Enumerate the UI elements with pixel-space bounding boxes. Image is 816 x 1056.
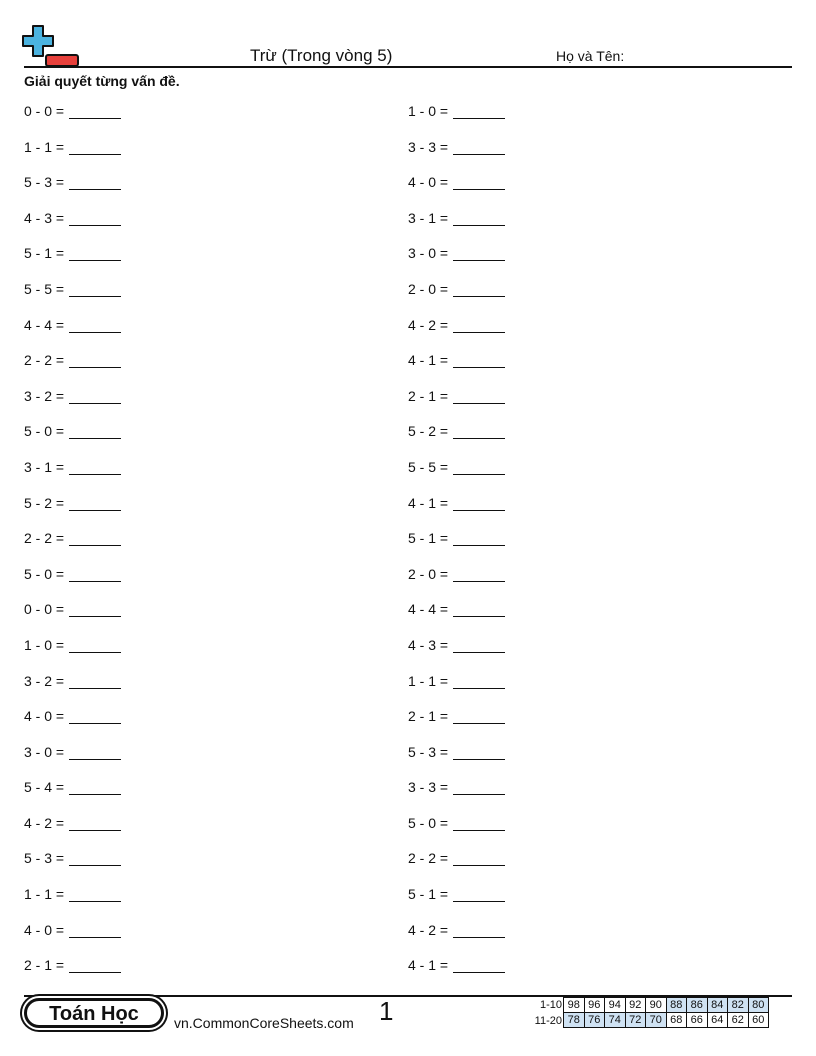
score-key-cell: 72	[625, 1012, 647, 1028]
score-key-cell: 94	[604, 997, 626, 1013]
problem-text: 4 - 1 =	[408, 352, 449, 369]
score-key	[524, 997, 769, 1029]
problem-text: 5 - 0 =	[24, 423, 65, 440]
score-key-cell: 80	[748, 997, 770, 1013]
problem-text: 5 - 1 =	[408, 530, 449, 547]
answer-blank[interactable]	[69, 601, 121, 617]
problem-item	[408, 886, 505, 922]
answer-blank[interactable]	[69, 423, 121, 439]
problem-text: 4 - 2 =	[408, 316, 449, 333]
problem-item	[24, 566, 121, 602]
answer-blank[interactable]	[69, 352, 121, 368]
page-number: 1	[379, 996, 394, 1026]
answer-blank[interactable]	[69, 530, 121, 546]
score-key-cell: 70	[645, 1012, 667, 1028]
problem-text: 3 - 3 =	[408, 779, 449, 796]
problem-text: 3 - 0 =	[24, 743, 65, 760]
score-key-cell: 66	[686, 1012, 708, 1028]
answer-blank[interactable]	[453, 210, 505, 226]
problem-text: 4 - 0 =	[24, 921, 65, 938]
brand-badge	[24, 998, 164, 1028]
problem-text: 5 - 2 =	[408, 423, 449, 440]
problem-item	[24, 352, 121, 388]
answer-blank[interactable]	[453, 922, 505, 938]
score-key-cell: 78	[563, 1012, 585, 1028]
problem-text: 1 - 1 =	[408, 672, 449, 689]
answer-blank[interactable]	[69, 103, 121, 119]
problem-item	[408, 922, 505, 958]
problem-item	[408, 673, 505, 709]
problem-text: 4 - 3 =	[408, 636, 449, 653]
problem-item	[24, 957, 121, 993]
answer-blank[interactable]	[69, 495, 121, 511]
problem-text: 2 - 0 =	[408, 565, 449, 582]
answer-blank[interactable]	[69, 886, 121, 902]
answer-blank[interactable]	[453, 886, 505, 902]
brand-label: Toán Học	[49, 1003, 139, 1025]
problem-text: 4 - 4 =	[408, 601, 449, 618]
problem-column-left	[24, 103, 121, 993]
answer-blank[interactable]	[453, 744, 505, 760]
problem-text: 1 - 0 =	[24, 636, 65, 653]
answer-blank[interactable]	[453, 708, 505, 724]
answer-blank[interactable]	[453, 459, 505, 475]
score-key-cell: 62	[727, 1012, 749, 1028]
problem-text: 5 - 1 =	[408, 886, 449, 903]
instructions: Giải quyết từng vấn đề.	[24, 73, 180, 89]
math-plus-minus-logo-icon	[22, 24, 80, 68]
problem-item	[24, 388, 121, 424]
problem-text: 5 - 3 =	[24, 850, 65, 867]
problem-item	[24, 103, 121, 139]
problem-text: 3 - 2 =	[24, 387, 65, 404]
answer-blank[interactable]	[453, 317, 505, 333]
problem-item	[408, 601, 505, 637]
problem-item	[24, 245, 121, 281]
problem-item	[24, 459, 121, 495]
problem-item	[408, 779, 505, 815]
problem-text: 5 - 5 =	[24, 280, 65, 297]
problem-item	[24, 601, 121, 637]
problem-text: 3 - 2 =	[24, 672, 65, 689]
problem-item	[408, 957, 505, 993]
problem-text: 5 - 0 =	[408, 814, 449, 831]
score-key-cell: 82	[727, 997, 749, 1013]
score-key-range-label: 11-20	[534, 1015, 562, 1027]
problem-item	[408, 281, 505, 317]
problem-item	[24, 744, 121, 780]
answer-blank[interactable]	[453, 530, 505, 546]
problem-text: 4 - 1 =	[408, 957, 449, 974]
score-key-cell: 74	[604, 1012, 626, 1028]
score-key-row	[524, 1013, 769, 1029]
answer-blank[interactable]	[69, 317, 121, 333]
answer-blank[interactable]	[453, 388, 505, 404]
problem-item	[408, 423, 505, 459]
problem-text: 0 - 0 =	[24, 103, 65, 119]
problem-text: 3 - 1 =	[24, 458, 65, 475]
problem-item	[24, 886, 121, 922]
answer-blank[interactable]	[69, 566, 121, 582]
answer-blank[interactable]	[453, 103, 505, 119]
problem-item	[24, 637, 121, 673]
answer-blank[interactable]	[453, 815, 505, 831]
problem-item	[408, 317, 505, 353]
problem-text: 4 - 2 =	[408, 921, 449, 938]
answer-blank[interactable]	[69, 459, 121, 475]
problem-item	[24, 174, 121, 210]
problem-item	[24, 815, 121, 851]
problem-text: 5 - 4 =	[24, 779, 65, 796]
problem-item	[408, 566, 505, 602]
answer-blank[interactable]	[453, 601, 505, 617]
score-key-cell: 76	[584, 1012, 606, 1028]
problem-text: 3 - 0 =	[408, 245, 449, 262]
problem-item	[24, 139, 121, 175]
answer-blank[interactable]	[453, 673, 505, 689]
problem-text: 2 - 2 =	[24, 352, 65, 369]
problem-text: 5 - 2 =	[24, 494, 65, 511]
answer-blank[interactable]	[69, 957, 121, 973]
problem-text: 5 - 5 =	[408, 458, 449, 475]
problem-item	[24, 495, 121, 531]
problem-item	[408, 459, 505, 495]
score-key-cell: 60	[748, 1012, 770, 1028]
problem-item	[408, 210, 505, 246]
answer-blank[interactable]	[69, 850, 121, 866]
answer-blank[interactable]	[69, 779, 121, 795]
problem-text: 5 - 1 =	[24, 245, 65, 262]
score-key-cell: 86	[686, 997, 708, 1013]
score-key-range-label: 1-10	[539, 999, 562, 1011]
problem-text: 4 - 4 =	[24, 316, 65, 333]
problem-item	[24, 922, 121, 958]
answer-blank[interactable]	[69, 637, 121, 653]
answer-blank[interactable]	[453, 779, 505, 795]
problem-item	[24, 281, 121, 317]
problem-item	[24, 850, 121, 886]
answer-blank[interactable]	[453, 245, 505, 261]
problem-item	[408, 388, 505, 424]
problem-item	[24, 673, 121, 709]
answer-blank[interactable]	[69, 815, 121, 831]
problem-text: 4 - 2 =	[24, 814, 65, 831]
problem-item	[408, 637, 505, 673]
problem-item	[408, 103, 505, 139]
header-divider	[24, 66, 792, 68]
problem-text: 2 - 2 =	[408, 850, 449, 867]
answer-blank[interactable]	[453, 423, 505, 439]
answer-blank[interactable]	[69, 744, 121, 760]
problem-text: 2 - 2 =	[24, 530, 65, 547]
problem-item	[408, 352, 505, 388]
answer-blank[interactable]	[453, 850, 505, 866]
answer-blank[interactable]	[69, 673, 121, 689]
answer-blank[interactable]	[69, 388, 121, 404]
worksheet-title: Trừ (Trong vòng 5)	[250, 46, 393, 65]
problem-text: 4 - 1 =	[408, 494, 449, 511]
score-key-cell: 98	[563, 997, 585, 1013]
name-label: Họ và Tên:	[556, 48, 625, 64]
answer-blank[interactable]	[453, 957, 505, 973]
answer-blank[interactable]	[453, 174, 505, 190]
problem-column-right	[408, 103, 505, 993]
problem-text: 2 - 1 =	[408, 387, 449, 404]
problem-item	[24, 423, 121, 459]
answer-blank[interactable]	[453, 566, 505, 582]
problem-item	[24, 779, 121, 815]
problem-item	[24, 530, 121, 566]
problem-item	[24, 708, 121, 744]
problem-text: 1 - 1 =	[24, 138, 65, 155]
score-key-cell: 84	[707, 997, 729, 1013]
problem-text: 3 - 3 =	[408, 138, 449, 155]
answer-blank[interactable]	[69, 281, 121, 297]
problem-item	[408, 744, 505, 780]
problem-item	[408, 815, 505, 851]
problem-text: 2 - 1 =	[408, 708, 449, 725]
problem-item	[24, 210, 121, 246]
problem-item	[24, 317, 121, 353]
problem-text: 3 - 1 =	[408, 209, 449, 226]
answer-blank[interactable]	[69, 708, 121, 724]
answer-blank[interactable]	[69, 922, 121, 938]
problem-text: 1 - 0 =	[408, 103, 449, 119]
answer-blank[interactable]	[69, 174, 121, 190]
problem-text: 4 - 3 =	[24, 209, 65, 226]
problem-text: 2 - 1 =	[24, 957, 65, 974]
problem-item	[408, 139, 505, 175]
score-key-cell: 68	[666, 1012, 688, 1028]
score-key-row	[524, 997, 769, 1013]
problem-text: 0 - 0 =	[24, 601, 65, 618]
problem-item	[408, 174, 505, 210]
answer-blank[interactable]	[453, 637, 505, 653]
answer-blank[interactable]	[453, 139, 505, 155]
problem-text: 4 - 0 =	[24, 708, 65, 725]
problem-item	[408, 530, 505, 566]
problem-item	[408, 708, 505, 744]
problem-text: 2 - 0 =	[408, 280, 449, 297]
problem-text: 5 - 0 =	[24, 565, 65, 582]
answer-blank[interactable]	[453, 352, 505, 368]
site-url: vn.CommonCoreSheets.com	[174, 1015, 354, 1031]
problem-item	[408, 245, 505, 281]
answer-blank[interactable]	[69, 245, 121, 261]
score-key-cell: 88	[666, 997, 688, 1013]
score-key-cell: 96	[584, 997, 606, 1013]
score-key-cell: 90	[645, 997, 667, 1013]
score-key-cell: 64	[707, 1012, 729, 1028]
answer-blank[interactable]	[69, 210, 121, 226]
problem-text: 5 - 3 =	[24, 174, 65, 191]
answer-blank[interactable]	[69, 139, 121, 155]
problem-item	[408, 850, 505, 886]
problem-text: 4 - 0 =	[408, 174, 449, 191]
answer-blank[interactable]	[453, 281, 505, 297]
problem-item	[408, 495, 505, 531]
problem-text: 5 - 3 =	[408, 743, 449, 760]
answer-blank[interactable]	[453, 495, 505, 511]
score-key-cell: 92	[625, 997, 647, 1013]
problem-text: 1 - 1 =	[24, 886, 65, 903]
